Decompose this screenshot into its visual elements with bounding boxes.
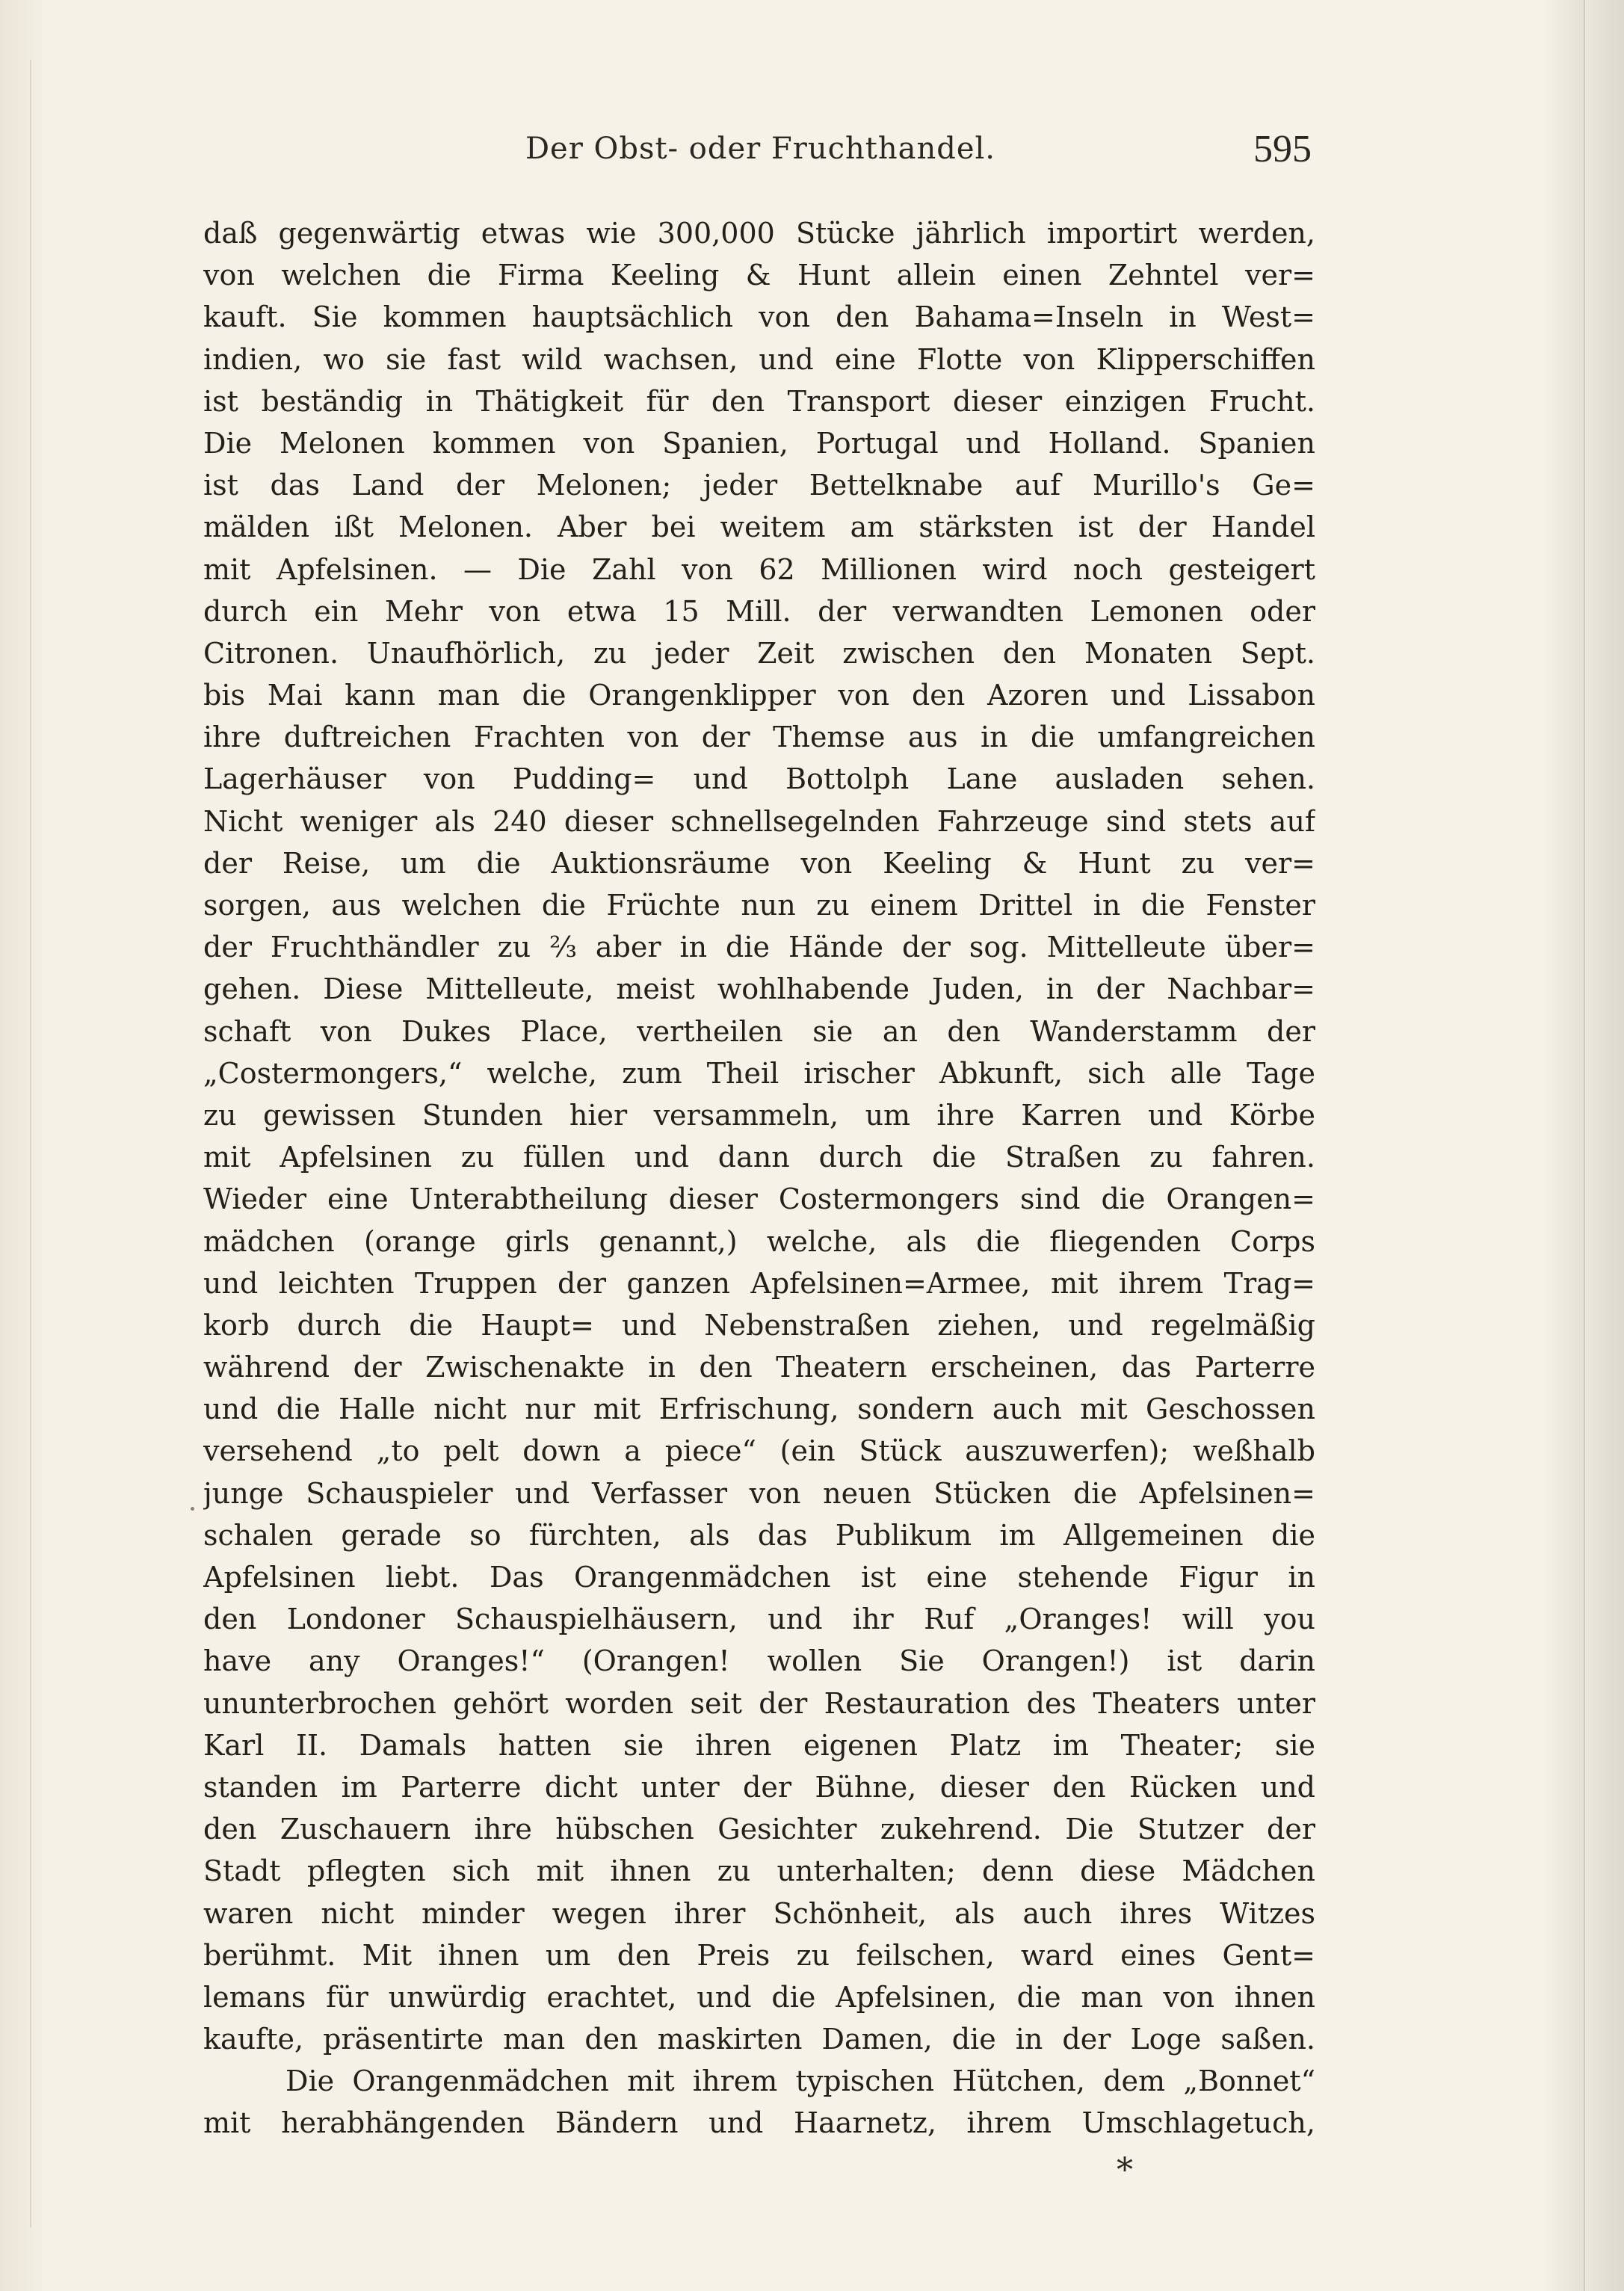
paragraph-first-line: Die Orangenmädchen mit ihrem typischen Hütchen, dem „Bonnet“	[285, 2065, 1315, 2098]
text-line: Nicht weniger als 240 dieser schnellsegelnden Fahrzeuge sind stets auf	[203, 804, 1315, 838]
margin-speck	[191, 1507, 194, 1511]
text-line: ihre duftreichen Frachten von der Themse aus in die umfangreichen	[203, 721, 1315, 754]
text-line: der Fruchthändler zu ⅔ aber in die Hände der sog. Mittelleute über=	[203, 931, 1315, 964]
text-line: Lagerhäuser von Pudding= und Bottolph Lane ausladen sehen.	[203, 762, 1315, 796]
text-line: und leichten Truppen der ganzen Apfelsinen=Armee, mit ihrem Trag=	[203, 1266, 1315, 1300]
text-line: berühmt. Mit ihnen um den Preis zu feilschen, ward eines Gent=	[203, 1938, 1315, 1972]
text-line: junge Schauspieler und Verfasser von neuen Stücken die Apfelsinen=	[203, 1476, 1315, 1510]
text-line: versehend „to pelt down a piece“ (ein Stück auszuwerfen); weßhalb	[203, 1434, 1315, 1468]
text-line: ist beständig in Thätigkeit für den Transport dieser einzigen Frucht.	[203, 384, 1315, 418]
text-line: daß gegenwärtig etwas wie 300,000 Stücke jährlich importirt werden,	[203, 217, 1315, 250]
text-line: kauft. Sie kommen hauptsächlich von den Bahama=Inseln in West=	[203, 300, 1315, 334]
text-line: mit Apfelsinen zu füllen und dann durch die Straßen zu fahren.	[203, 1141, 1315, 1174]
text-line: und die Halle nicht nur mit Erfrischung, sondern auch mit Geschossen	[203, 1393, 1315, 1426]
page-header	[209, 127, 1312, 179]
text-line: Die Melonen kommen von Spanien, Portugal und Holland. Spanien	[203, 426, 1315, 460]
text-line: waren nicht minder wegen ihrer Schönheit, als auch ihres Witzes	[203, 1896, 1315, 1930]
text-line: während der Zwischenakte in den Theatern erscheinen, das Parterre	[203, 1351, 1315, 1384]
text-line: kaufte, präsentirte man den maskirten Damen, die in der Loge saßen.	[203, 2023, 1315, 2056]
gutter-shadow	[30, 60, 31, 2227]
text-line: indien, wo sie fast wild wachsen, und eine Flotte von Klipperschiffen	[203, 342, 1315, 376]
text-line: Apfelsinen liebt. Das Orangenmädchen ist eine stehende Figur in	[203, 1561, 1315, 1594]
text-line: gehen. Diese Mittelleute, meist wohlhabende Juden, in der Nachbar=	[203, 972, 1315, 1006]
text-line: mit Apfelsinen. — Die Zahl von 62 Millionen wird noch gesteigert	[203, 552, 1315, 586]
text-line: Stadt pflegten sich mit ihnen zu unterhalten; denn diese Mädchen	[203, 1854, 1315, 1888]
text-line: zu gewissen Stunden hier versammeln, um ihre Karren und Körbe	[203, 1098, 1315, 1132]
text-line: den Londoner Schauspielhäusern, und ihr Ruf „Oranges! will you	[203, 1603, 1315, 1636]
text-line: mälden ißt Melonen. Aber bei weitem am stärksten ist der Handel	[203, 511, 1315, 544]
text-line: bis Mai kann man die Orangenklipper von den Azoren und Lissabon	[203, 679, 1315, 712]
text-line: ununterbrochen gehört worden seit der Restauration des Theaters unter	[203, 1686, 1315, 1720]
text-line: lemans für unwürdig erachtet, und die Apfelsinen, die man von ihnen	[203, 1980, 1315, 2014]
text-line: mädchen (orange girls genannt,) welche, als die fliegenden Corps	[203, 1224, 1315, 1258]
text-line: Karl II. Damals hatten sie ihren eigenen Platz im Theater; sie	[203, 1728, 1315, 1762]
text-line: schalen gerade so fürchten, als das Publikum im Allgemeinen die	[203, 1518, 1315, 1552]
page-edge	[1584, 0, 1624, 2291]
text-line: „Costermongers,“ welche, zum Theil irischer Abkunft, sich alle Tage	[203, 1056, 1315, 1090]
text-line: sorgen, aus welchen die Früchte nun zu einem Drittel in die Fenster	[203, 889, 1315, 922]
body-text	[203, 212, 1315, 2144]
text-line: den Zuschauern ihre hübschen Gesichter zukehrend. Die Stutzer der	[203, 1813, 1315, 1846]
text-line: Wieder eine Unterabtheilung dieser Costermongers sind die Orangen=	[203, 1182, 1315, 1216]
text-line: durch ein Mehr von etwa 15 Mill. der verwandten Lemonen oder	[203, 594, 1315, 628]
text-line: standen im Parterre dicht unter der Bühne, dieser den Rücken und	[203, 1770, 1315, 1804]
text-line: ist das Land der Melonen; jeder Bettelknabe auf Murillo's Ge=	[203, 469, 1315, 502]
text-line: von welchen die Firma Keeling & Hunt allein einen Zehntel ver=	[203, 259, 1315, 292]
text-line: schaft von Dukes Place, vertheilen sie an den Wanderstamm der	[203, 1014, 1315, 1048]
text-line: der Reise, um die Auktionsräume von Keeling & Hunt zu ver=	[203, 846, 1315, 880]
text-line: korb durch die Haupt= und Nebenstraßen ziehen, und regelmäßig	[203, 1308, 1315, 1342]
running-title: Der Obst- oder Fruchthandel.	[525, 132, 996, 166]
text-line: have any Oranges!“ (Orangen! wollen Sie Orangen!) ist darin	[203, 1644, 1315, 1678]
signature-mark: *	[1117, 2151, 1133, 2189]
text-line: Citronen. Unaufhörlich, zu jeder Zeit zwischen den Monaten Sept.	[203, 636, 1315, 670]
page-number: 595	[1253, 128, 1312, 170]
text-line: mit herabhängenden Bändern und Haarnetz, ihrem Umschlagetuch,	[203, 2106, 1315, 2140]
